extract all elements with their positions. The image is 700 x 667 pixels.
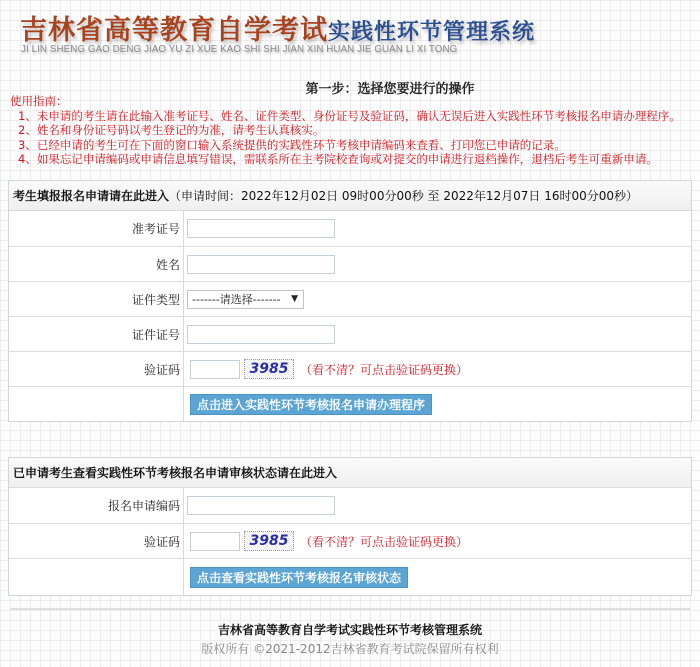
banner-title-system: 实践性环节管理系统	[328, 19, 536, 45]
status-submit-row	[9, 559, 691, 595]
id-type-row	[9, 282, 691, 317]
apply-period: （申请时间：2022年12月02日 09时00分00秒 至 2022年12月07日 16时00分00秒）	[169, 189, 639, 203]
app-code-label: 报名申请编码	[9, 488, 184, 523]
id-no-row	[9, 317, 691, 352]
apply-panel-header	[9, 181, 691, 211]
name-label: 姓名	[9, 247, 184, 281]
status-captcha-row	[9, 524, 691, 559]
status-panel-header	[9, 458, 691, 488]
guide-title: 使用指南：	[10, 94, 68, 108]
apply-submit-row	[9, 387, 691, 421]
status-captcha-refresh-hint[interactable]: （看不清？可点击验证码更换）	[300, 534, 469, 549]
captcha-image[interactable]: 3985	[244, 359, 294, 379]
exam-no-label: 准考证号	[9, 211, 184, 246]
status-captcha-image[interactable]: 3985	[244, 531, 294, 551]
footer-copyright: 版权所有 ©2021-2012吉林省教育考试院保留所有权利	[201, 642, 499, 656]
usage-guide	[10, 94, 681, 167]
guide-line: 2、姓名和身份证号码以考生登记的为准，请考生认真核实。	[18, 123, 325, 137]
status-captcha-input[interactable]	[190, 532, 240, 551]
guide-line: 3、已经申请的考生可在下面的窗口输入系统提供的实践性环节考核申请编码来查看、打印您已申请的记录。	[18, 137, 566, 152]
enter-application-button[interactable]: 点击进入实践性环节考核报名申请办理程序	[190, 394, 432, 415]
id-type-select[interactable]	[187, 290, 304, 309]
step-title: 第一步：选择您要进行的操作	[305, 82, 475, 97]
status-captcha-label: 验证码	[9, 524, 184, 558]
guide-line: 4、如果忘记申请编码或申请信息填写错误，需联系所在主考院校查询或对提交的申请进行退档操作，退档后考生可重新申请。	[18, 152, 658, 166]
banner-title-main: 吉林省高等教育自学考试	[20, 15, 328, 46]
exam-no-input[interactable]	[187, 219, 335, 238]
status-panel	[8, 457, 692, 596]
banner-pinyin-subtitle: JI LIN SHENG GAO DENG JIAO YU ZI XUE KAO SHI SHI JIAN XIN HUAN JIE GUAN LI XI TONG	[21, 43, 458, 55]
banner	[0, 0, 700, 62]
id-type-selected: -------请选择-------	[192, 293, 281, 306]
guide-line: 1、未申请的考生请在此输入准考证号、姓名、证件类型、身份证号及验证码，确认无误后进入实践性环节考核报名申请办理程序。	[18, 108, 681, 123]
captcha-input[interactable]	[190, 360, 240, 379]
captcha-refresh-hint[interactable]: （看不清？可点击验证码更换）	[300, 362, 469, 377]
exam-no-row	[9, 211, 691, 247]
captcha-label: 验证码	[9, 352, 184, 386]
name-row	[9, 247, 691, 282]
app-code-row	[9, 488, 691, 524]
apply-panel	[8, 180, 692, 422]
id-no-label: 证件证号	[9, 317, 184, 351]
chevron-down-icon: ▼	[291, 294, 298, 304]
captcha-row	[9, 352, 691, 387]
view-status-button[interactable]: 点击查看实践性环节考核报名审核状态	[190, 567, 408, 588]
footer-divider	[10, 608, 690, 610]
banner-title	[20, 8, 535, 47]
name-input[interactable]	[187, 255, 335, 274]
app-code-input[interactable]	[187, 496, 335, 515]
apply-panel-title: 考生填报报名申请请在此进入	[13, 189, 170, 203]
id-type-label: 证件类型	[9, 282, 184, 316]
status-panel-title: 已申请考生查看实践性环节考核报名申请审核状态请在此进入	[13, 466, 338, 480]
id-no-input[interactable]	[187, 325, 335, 344]
footer-title: 吉林省高等教育自学考试实践性环节考核管理系统	[217, 623, 482, 637]
